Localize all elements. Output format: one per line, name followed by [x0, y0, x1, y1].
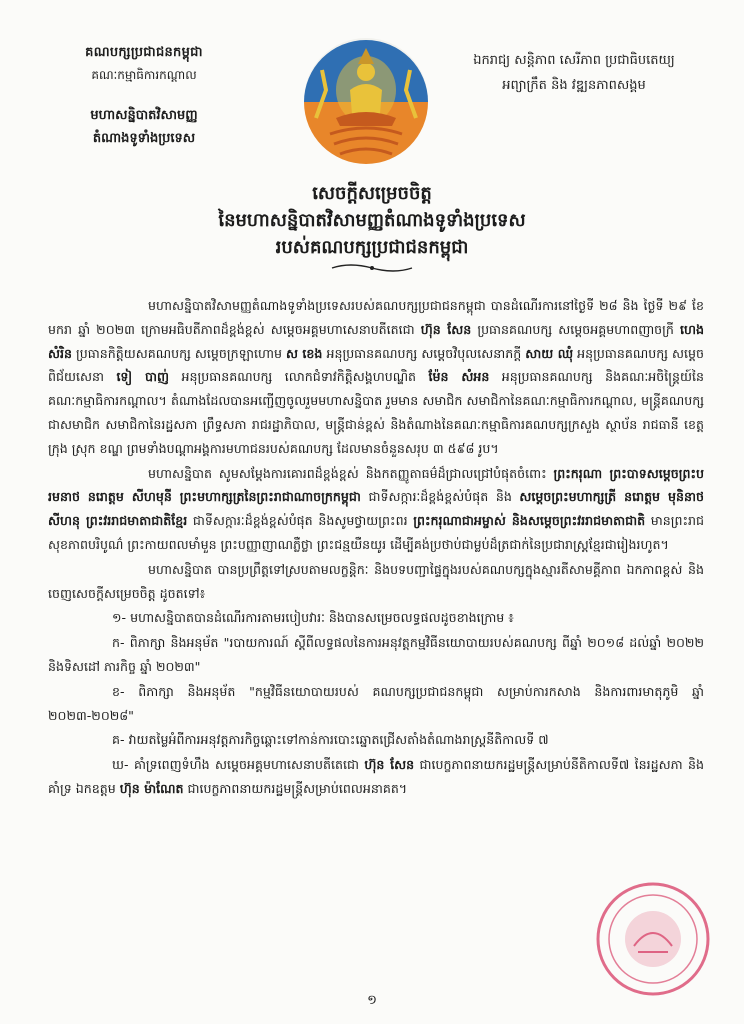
- name-tea-banh: ទៀ បាញ់: [116, 369, 170, 385]
- header-right: [440, 52, 708, 96]
- title-line1: សេចក្តីសម្រេចចិត្ត: [312, 183, 432, 204]
- name-hun-manet: ហ៊ុន ម៉ាណែត: [119, 780, 184, 796]
- resolution-item-1: ១- មហាសន្និបាតបានដំណើរការតាមរបៀបវារៈ និងបានសម្រេចលទ្ធផលដូចខាងក្រោម ៖: [112, 610, 514, 626]
- royal-blessing: ព្រះករុណាជាអម្ចាស់ និងសម្តេចព្រះវររាជមាតាជាតិ: [413, 513, 646, 529]
- title-divider-ornament: [330, 262, 414, 274]
- congress-name-line2: តំណាងទូទាំងប្រទេស: [92, 131, 196, 146]
- name-men-sam-an: ម៉ែន សំអន: [428, 369, 490, 385]
- title-line2: នៃមហាសន្និបាតវិសាមញ្ញតំណាងទូទាំងប្រទេស: [218, 210, 526, 231]
- page-number: ១: [367, 993, 377, 1008]
- resolution-item-1a: ក- ពិភាក្សា និងអនុម័ត "របាយការណ៍ ស្តីពីលទ្ធផលនៃការអនុវត្តកម្មវិធីនយោបាយរបស់គណបក្ស ពីឆ្នាំ ២០១៨ ដល់ឆ្នាំ ២០២២ និងទិសដៅ ភារកិច្ច ឆ្នាំ ២០២៣": [48, 635, 704, 674]
- document-body: [48, 294, 704, 802]
- congress-name-line1: មហាសន្និបាតវិសាមញ្ញ: [90, 108, 198, 123]
- name-queen-mother: សម្តេចព្រះមហាក្សត្រី នរោត្តម មុនិនាថ សីហនុ ព្រះវររាជមាតាជាតិខ្មែរ: [48, 489, 704, 529]
- paragraph-proceedings: មហាសន្និបាត បានប្រព្រឹត្តទៅស្របតាមលក្ខន្តិកៈ និងបទបញ្ជាផ្ទៃក្នុងរបស់គណបក្សក្នុងស្មារតីសាមគ្គីភាព ឯកភាពខ្ពស់ និងចេញសេចក្តីសម្រេចចិត្ត ដូចតទៅ៖: [48, 561, 704, 601]
- document-title: [60, 180, 684, 261]
- paragraph-opening: មហាសន្និបាតវិសាមញ្ញតំណាងទូទាំងប្រទេសរបស់គណបក្សប្រជាជនកម្ពុជា បានដំណើរការនៅថ្ងៃទី ២៨ និង ថ្ងៃទី ២៩ ខែមករា ឆ្នាំ ២០២៣ ក្រោមអធិបតីភាពដ៏ខ្ពង់ខ្ពស់ សម្តេចអគ្គមហាសេនាបតីតេជោ ហ៊ុន សែន ប្រធានគណបក្ស សម្តេចអគ្គមហាពញាចក្រី ហេង សំរិន ប្រធានកិត្តិយសគណបក្ស សម្តេចក្រឡាហោម ស ខេង អនុប្រធានគណបក្ស សម្តេចវិបុលសេនាភក្តី សាយ ឈុំ អនុប្រធានគណបក្ស សម្តេចពិជ័យសេនា ទៀ បាញ់ អនុប្រធានគណបក្ស លោកជំទាវកិត្តិសង្គហបណ្ឌិត ម៉ែន សំអន អនុប្រធានគណបក្ស និងគណៈអចិន្ត្រៃយ៍នៃគណៈកម្មាធិការកណ្តាល។ តំណាងដែលបានអញ្ជើញចូលរួមមហាសន្និបាត រួមមាន សមាជិក សមាជិកានៃគណៈកម្មាធិការកណ្តាល, មន្ត្រីគណបក្សជាសមាជិក សមាជិកានៃរដ្ឋសភា ព្រឹទ្ធសភា រាជរដ្ឋាភិបាល, មន្ត្រីជាន់ខ្ពស់ និងតំណាងនៃគណៈកម្មាធិការគណបក្សក្រសួង ស្ថាប័ន រាជធានី ខេត្ត ក្រុង ស្រុក ខណ្ឌ ព្រមទាំងបណ្តាអង្គការមហាជនរបស់គណបក្ស ដែលមានចំនួនសរុប ៣ ៥៩៨ រូប។: [48, 298, 705, 456]
- party-name: គណបក្សប្រជាជនកម្ពុជា: [85, 45, 203, 60]
- name-king: ព្រះករុណា ព្រះបាទសម្តេចព្រះបរមនាថ នរោត្តម សីហមុនី ព្រះមហាក្សត្រនៃព្រះរាជាណាចក្រកម្ពុជា: [48, 465, 704, 505]
- name-hun-sen: ហ៊ុន សែន: [420, 321, 472, 337]
- party-seal-stamp: [594, 880, 712, 998]
- header-left: [44, 44, 244, 149]
- name-hun-sen-2: ហ៊ុន សែន: [364, 757, 415, 773]
- name-say-chhum: សាយ ឈុំ: [525, 345, 574, 361]
- party-logo: [300, 30, 432, 170]
- paragraph-royal-respect: មហាសន្និបាត សូមសម្តែងការគោរពដ៏ខ្ពង់ខ្ពស់ និងកតញ្ញូតាធម៌ដ៏ជ្រាលជ្រៅបំផុតចំពោះ ព្រះករុណា ព្រះបាទសម្តេចព្រះបរមនាថ នរោត្តម សីហមុនី ព្រះមហាក្សត្រនៃព្រះរាជាណាចក្រកម្ពុជា ជាទីសក្ការៈដ៏ខ្ពង់ខ្ពស់បំផុត និង សម្តេចព្រះមហាក្សត្រី នរោត្តម មុនិនាថ សីហនុ ព្រះវររាជមាតាជាតិខ្មែរ ជាទីសក្ការៈដ៏ខ្ពង់ខ្ពស់បំផុត និងសូមថ្វាយព្រះពរ ព្រះករុណាជាអម្ចាស់ និងសម្តេចព្រះវររាជមាតាជាតិ មានព្រះរាជសុខភាពបរិបូណ៌ ព្រះកាយពលមាំមួន ព្រះបញ្ញាញាណភ្លឺថ្លា ព្រះជន្មយឺនយូរ ដើម្បីគង់ប្រថាប់ជាម្លប់ដ៏ត្រជាក់នៃប្រជារាស្ត្រខ្មែរជារៀងរហូត។: [48, 465, 705, 552]
- name-sar-kheng: ស ខេង: [286, 345, 323, 361]
- name-heng-samrin: ហេង សំរិន: [48, 321, 704, 361]
- committee-name: គណៈកម្មាធិការកណ្តាល: [91, 68, 197, 82]
- resolution-item-1b: ខ- ពិភាក្សា និងអនុម័ត "កម្មវិធីនយោបាយរបស់ គណបក្សប្រជាជនកម្ពុជា សម្រាប់ការកសាង និងការពារមាតុភូមិ ឆ្នាំ ២០២៣-២០២៨": [48, 683, 704, 723]
- resolution-item-1c: គ- វាយតម្លៃអំពីការអនុវត្តភារកិច្ចឆ្ពោះទៅកាន់ការបោះឆ្នោតជ្រើសតាំងតំណាងរាស្ត្រនីតិកាលទី ៧: [112, 732, 549, 748]
- national-motto-line1: ឯករាជ្យ សន្តិភាព សេរីភាព ប្រជាធិបតេយ្យ: [473, 53, 675, 68]
- resolution-item-1d: ឃ- គាំទ្រពេញទំហឹង សម្តេចអគ្គមហាសេនាបតីតេជោ ហ៊ុន សែន ជាបេក្ខភាពនាយករដ្ឋមន្ត្រីសម្រាប់នីតិកាលទី៧ នៃរដ្ឋសភា និងគាំទ្រ ឯកឧត្តម ហ៊ុន ម៉ាណែត ជាបេក្ខភាពនាយករដ្ឋមន្ត្រីសម្រាប់ពេលអនាគត។: [48, 757, 704, 796]
- title-line3: របស់គណបក្សប្រជាជនកម្ពុជា: [275, 237, 469, 258]
- national-motto-line2: អព្យាក្រឹត និង វឌ្ឍនភាពសង្គម: [502, 78, 646, 93]
